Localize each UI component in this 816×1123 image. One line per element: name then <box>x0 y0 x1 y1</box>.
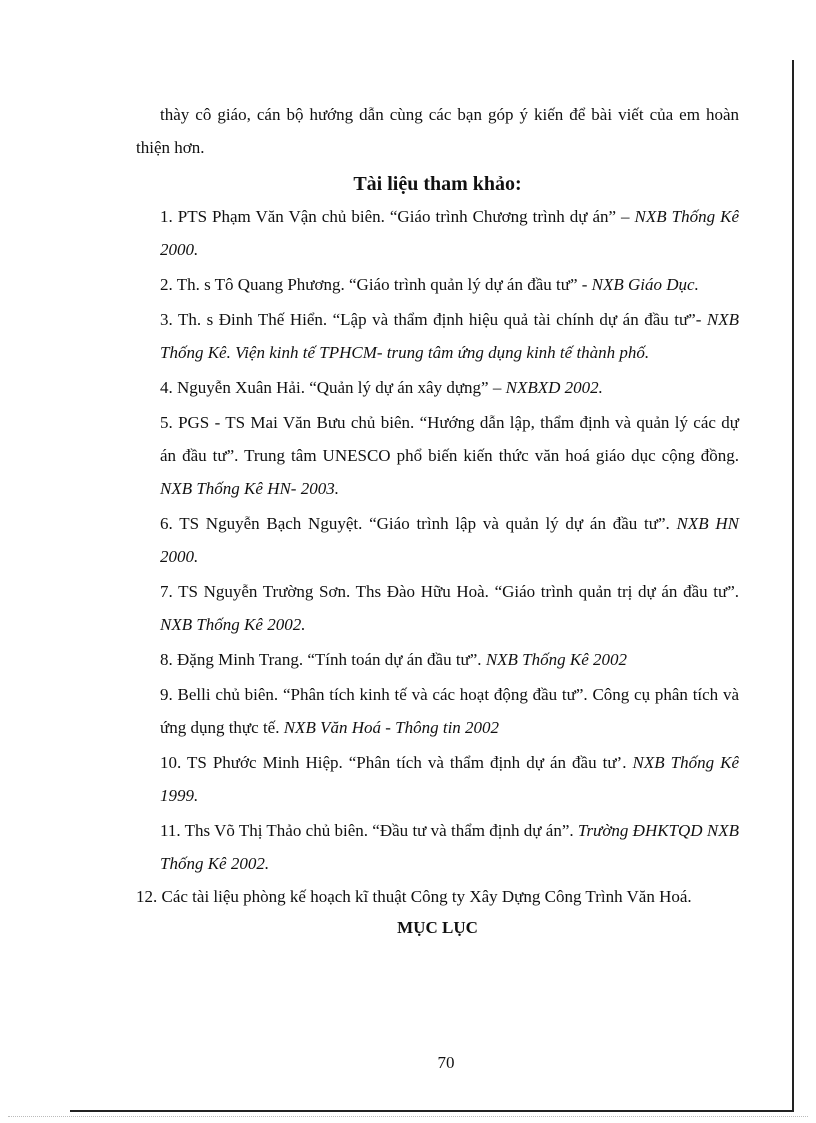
reference-text: 2. Th. s Tô Quang Phương. “Giáo trình quản lý dự án đầu tư” - <box>160 275 592 294</box>
reference-text: 9. Belli chủ biên. “Phân tích kinh tế và các hoạt động đầu tư”. Công cụ phân tích và ứng dụng thực tế. <box>160 685 739 737</box>
reference-publisher: Trường ĐHKTQD NXB Thống Kê 2002. <box>160 821 739 873</box>
reference-text: 5. PGS - TS Mai Văn Bưu chủ biên. “Hướng dẫn lập, thẩm định và quản lý các dự án đầu tư”. Trung tâm UNESCO phổ biến kiến thức văn hoá giáo dục cộng đồng. <box>160 413 739 465</box>
reference-item <box>136 200 739 266</box>
reference-text: 10. TS Phước Minh Hiệp. “Phân tích và thẩm định dự án đầu tư’. <box>160 753 633 772</box>
reference-publisher: NXB Thống Kê 2002. <box>160 615 306 634</box>
toc-title: MỤC LỤC <box>397 918 478 937</box>
references-heading: Tài liệu tham khảo: <box>353 173 522 195</box>
intro-paragraph: thày cô giáo, cán bộ hướng dẫn cùng các bạn góp ý kiến để bài viết của em hoàn thiện hơn. <box>136 105 739 157</box>
reference-item <box>136 268 739 301</box>
reference-item <box>136 371 739 404</box>
reference-publisher: NXB Giáo Dục. <box>591 275 699 294</box>
reference-item <box>136 406 739 505</box>
reference-publisher: NXB Thống Kê HN- 2003. <box>160 479 339 498</box>
document-body <box>136 98 739 940</box>
reference-item <box>136 507 739 573</box>
reference-text: 3. Th. s Đinh Thế Hiển. “Lập và thẩm định hiệu quả tài chính dự án đầu tư”- <box>160 310 707 329</box>
reference-publisher: NXB Thống Kê. Viện kinh tế TPHCM- trung tâm ứng dụng kinh tế thành phố. <box>160 310 739 362</box>
reference-publisher: NXB Thống Kê 2000. <box>160 207 739 259</box>
reference-text: 1. PTS Phạm Văn Vận chủ biên. “Giáo trình Chương trình dự án” – <box>160 207 635 226</box>
reference-item <box>136 814 739 880</box>
reference-item <box>136 575 739 641</box>
reference-text: 7. TS Nguyễn Trường Sơn. Ths Đào Hữu Hoà. “Giáo trình quản trị dự án đầu tư”. <box>160 582 739 601</box>
reference-text: 11. Ths Võ Thị Thảo chủ biên. “Đầu tư và thẩm định dự án”. <box>160 821 578 840</box>
reference-item <box>136 303 739 369</box>
reference-item <box>136 678 739 744</box>
reference-publisher: NXBXD 2002. <box>505 378 603 397</box>
page-bottom-divider <box>8 1116 808 1117</box>
reference-list <box>136 200 739 880</box>
reference-publisher: NXB Thống Kê 2002 <box>485 650 628 669</box>
reference-text: 6. TS Nguyễn Bạch Nguyệt. “Giáo trình lập và quản lý dự án đầu tư”. <box>160 514 677 533</box>
reference-publisher: NXB HN 2000. <box>160 514 739 566</box>
reference-publisher: NXB Văn Hoá - Thông tin 2002 <box>283 718 500 737</box>
reference-item <box>136 643 739 676</box>
reference-text: 4. Nguyễn Xuân Hải. “Quản lý dự án xây dựng” – <box>160 378 506 397</box>
page-number: 70 <box>437 1053 455 1072</box>
reference-text: 8. Đặng Minh Trang. “Tính toán dự án đầu tư”. <box>160 650 486 669</box>
reference-item-12: 12. Các tài liệu phòng kế hoạch kĩ thuật Công ty Xây Dựng Công Trình Văn Hoá. <box>136 887 692 906</box>
reference-publisher: NXB Thống Kê 1999. <box>160 753 739 805</box>
reference-item <box>136 746 739 812</box>
